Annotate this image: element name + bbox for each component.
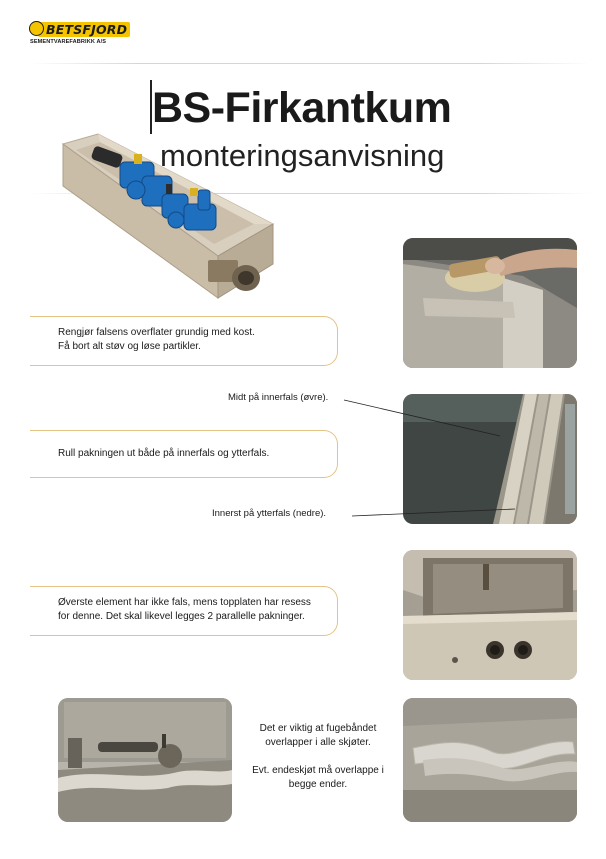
pointer-label-upper: Midt på innerfals (øvre). [228, 392, 329, 403]
step-callout-3 [30, 586, 338, 636]
step-2-line-1: Rull pakningen ut både på innerfals og ytterfals. [58, 448, 270, 459]
page-title: BS-Firkantkum [152, 84, 452, 132]
logo-subtitle: SEMENTVAREFABRIKK A/S [30, 39, 107, 45]
step-3-line-1: Øverste element har ikke fals, mens topplaten har resess [58, 597, 311, 608]
page-subtitle: monteringsanvisning [160, 138, 445, 173]
end-joint-note-line-2: begge ender. [288, 779, 348, 790]
logo-wordmark: BETSFJORD [38, 22, 130, 37]
overlap-note [240, 722, 396, 750]
step-1-line-2: Få bort alt støv og løse partikler. [58, 341, 201, 352]
pointer-line-lower [352, 509, 515, 516]
step-callout-2 [30, 430, 338, 478]
step-3-line-2: for denne. Det skal likevel legges 2 parallelle pakninger. [58, 611, 305, 622]
pointer-label-lower: Innerst på ytterfals (nedre). [212, 508, 327, 519]
pointer-line-upper [344, 400, 500, 436]
end-joint-note-line-1: Evt. endeskjøt må overlappe i [252, 765, 384, 776]
end-joint-note [240, 764, 396, 792]
overlap-note-line-2: overlapper i alle skjøter. [265, 737, 371, 748]
overlap-note-line-1: Det er viktig at fugebåndet [259, 723, 377, 734]
step-1-line-1: Rengjør falsens overflater grundig med kost. [58, 327, 255, 338]
